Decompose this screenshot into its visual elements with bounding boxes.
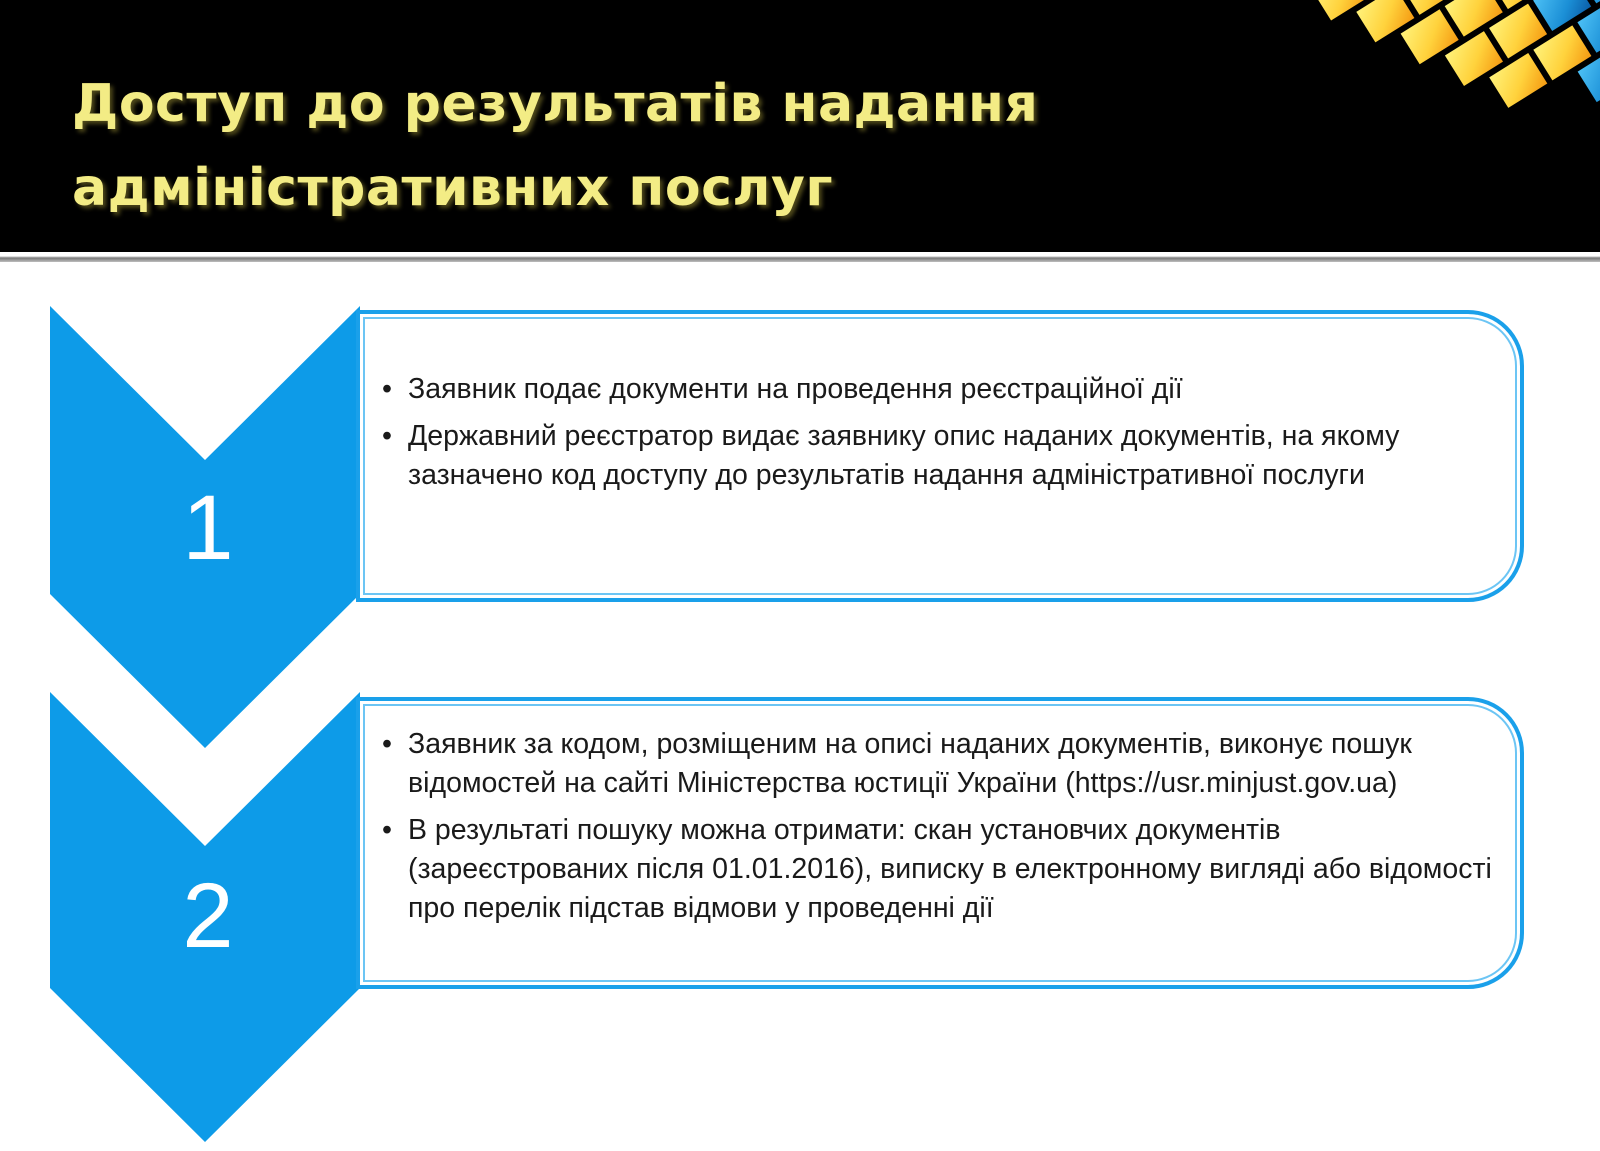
step-2-card	[356, 697, 1524, 989]
step-2-number: 2	[182, 865, 234, 967]
step-1-number: 1	[182, 477, 234, 579]
slide-title-line-2: адміністративних послуг	[72, 158, 834, 218]
step-2-bullet: • Заявник за кодом, розміщеним на описі наданих документів, виконує пошук відомостей на сайті Міністерства юстиції України (https://usr.minjust.gov.ua)	[380, 725, 1496, 803]
slide-title-line-1: Доступ до результатів надання	[72, 74, 1039, 134]
step-1-bullet: • Заявник подає документи на проведення реєстраційної дії	[380, 370, 1496, 409]
step-1-bullet: • Державний реєстратор видає заявнику опис наданих документів, на якому зазначено код доступу до результатів надання адміністративної послуги	[380, 417, 1496, 495]
step-2-bullet-list	[380, 725, 1496, 928]
step-2-bullet: • В результаті пошуку можна отримати: скан установчих документів (зареєстрованих після 01.01.2016), виписку в електронному вигляді або відомості про перелік підстав відмови у проведенні дії	[380, 811, 1496, 928]
